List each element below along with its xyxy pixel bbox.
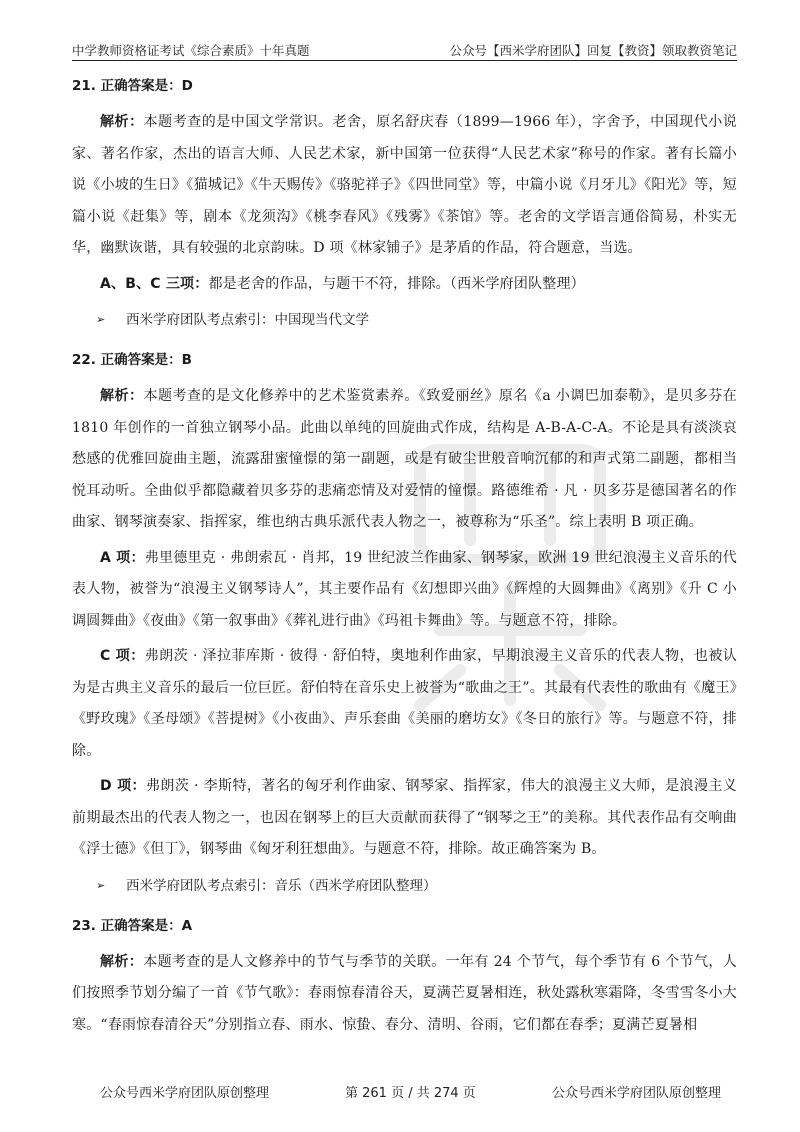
analysis-paragraph [72,269,737,301]
paragraph-label: D 项： [100,778,146,794]
question-block [72,916,737,1042]
analysis-paragraph [72,641,737,767]
paragraph-label: A、B、C 三项： [100,275,209,292]
document-body [72,76,737,1041]
paragraph-text: 本题考查的是人文修养中的节气与季节的关联。一年有 24 个节气，每个季节有 6 个节气，人们按照季节划分编了一首《节气歌》：春雨惊春清谷天，夏满芒夏暑相连，秋处露秋寒霜降，冬雪雪冬小大寒。“春雨惊春清谷天”分别指立春、雨水、惊蛰、春分、清明、谷雨，它们都在春季；夏满芒夏暑相 [72,953,737,1033]
paragraph-label: A 项： [100,549,145,566]
analysis-paragraph [72,771,737,866]
page-number: 第 261 页 / 共 274 页 [345,1086,476,1101]
footer-left: 公众号西米学府团队原创整理 [100,1086,270,1101]
question-answer-title: 21. 正确答案是：D [72,78,193,94]
paragraph-text: 弗朗茨 · 李斯特，著名的匈牙利作曲家、钢琴家、指挥家，伟大的浪漫主义大师，是浪漫主义前期最杰出的代表人物之一，也因在钢琴上的巨大贡献而获得了“钢琴之王”的美称。其代表作品有交响曲《浮士德》《但丁》，钢琴曲《匈牙利狂想曲》。与题意不符，排除。故正确答案为 B。 [72,778,738,857]
paragraph-text: 都是老舍的作品，与题干不符，排除。（西米学府团队整理） [208,275,585,292]
paragraph-text: 本题考查的是中国文学常识。老舍，原名舒庆春（1899—1966 年），字舍予，中国现代小说家、著名作家，杰出的语言大师、人民艺术家，新中国第一位获得“人民艺术家”称号的作家。著有长篇小说《小坡的生日》《猫城记》《牛天赐传》《骆驼祥子》《四世同堂》等，中篇小说《月牙儿》《阳光》等，短篇小说《赶集》等，剧本《龙须沟》《桃李春风》《残雾》《茶馆》等。老舍的文学语言通俗简易，朴实无华，幽默诙谐，具有较强的北京韵味。D 项《林家铺子》是茅盾的作品，符合题意，当选。 [72,114,737,256]
arrow-bullet-icon: ➢ [96,878,106,892]
paragraph-label: 解析： [100,114,144,130]
analysis-paragraph [72,947,737,1042]
topic-index [96,874,737,898]
paragraph-text: 弗朗茨 · 泽拉菲库斯 · 彼得 · 舒伯特，奥地利作曲家，早期浪漫主义音乐的代表人物，也被认为是古典主义音乐的最后一位巨匠。舒伯特在音乐史上被誉为“歌曲之王”。其最有代表性的歌曲有《魔王》《野玫瑰》《圣母颂》《菩提树》《小夜曲》、声乐套曲《美丽的磨坊女》《冬日的旅行》等。与题意不符，排除。 [72,648,738,759]
footer-right: 公众号西米学府团队原创整理 [552,1086,722,1101]
paragraph-text: 本题考查的是文化修养中的艺术鉴赏素养。《致爱丽丝》原名《a 小调巴加泰勒》，是贝多芬在 1810 年创作的一首独立钢琴小品。此曲以单纯的回旋曲式作成，结构是 A-B-A-C-A。不论是具有淡淡哀愁感的优雅回旋曲主题，流露甜蜜憧憬的第一副题，或是有破尘世般音响沉郁的和声式第二副题，都相当悦耳动听。全曲似乎都隐藏着贝多芬的悲痛恋情及对爱情的憧憬。路德维希 · 凡 · 贝多芬是德国著名的作曲家、钢琴演奏家、指挥家，维也纳古典乐派代表人物之一，被尊称为“乐圣”。综上表明 B 项正确。 [72,388,737,530]
header-title: 中学教师资格证考试《综合素质》十年真题 [72,43,310,58]
question-answer-title: 22. 正确答案是：B [72,352,192,368]
analysis-paragraph [72,543,737,638]
header-promo: 公众号【西米学府团队】回复【教资】领取教资笔记 [449,43,737,58]
topic-index [96,308,737,332]
page-footer [0,1082,800,1102]
analysis-paragraph [72,107,737,265]
page-header [72,38,737,61]
arrow-bullet-icon: ➢ [96,313,106,326]
paragraph-label: C 项： [100,648,145,664]
paragraph-text: 弗里德里克 · 弗朗索瓦 · 肖邦，19 世纪波兰作曲家、钢琴家，欧洲 19 世纪浪漫主义音乐的代表人物，被誉为“浪漫主义钢琴诗人”，其主要作品有《幻想即兴曲》《辉煌的大圆舞曲》《离别》《升 C 小调圆舞曲》《夜曲》《第一叙事曲》《葬礼进行曲》《玛祖卡舞曲》等。与题意不符，排除。 [72,549,737,629]
question-block [72,76,737,332]
question-answer-title: 23. 正确答案是：A [72,917,193,934]
paragraph-label: 解析： [100,953,144,970]
question-block [72,350,737,898]
topic-index-text: 西米学府团队考点索引：中国现当代文学 [126,312,369,328]
analysis-paragraph [72,381,737,539]
topic-index-text: 西米学府团队考点索引：音乐（西米学府团队整理） [126,877,437,894]
paragraph-label: 解析： [100,388,144,404]
